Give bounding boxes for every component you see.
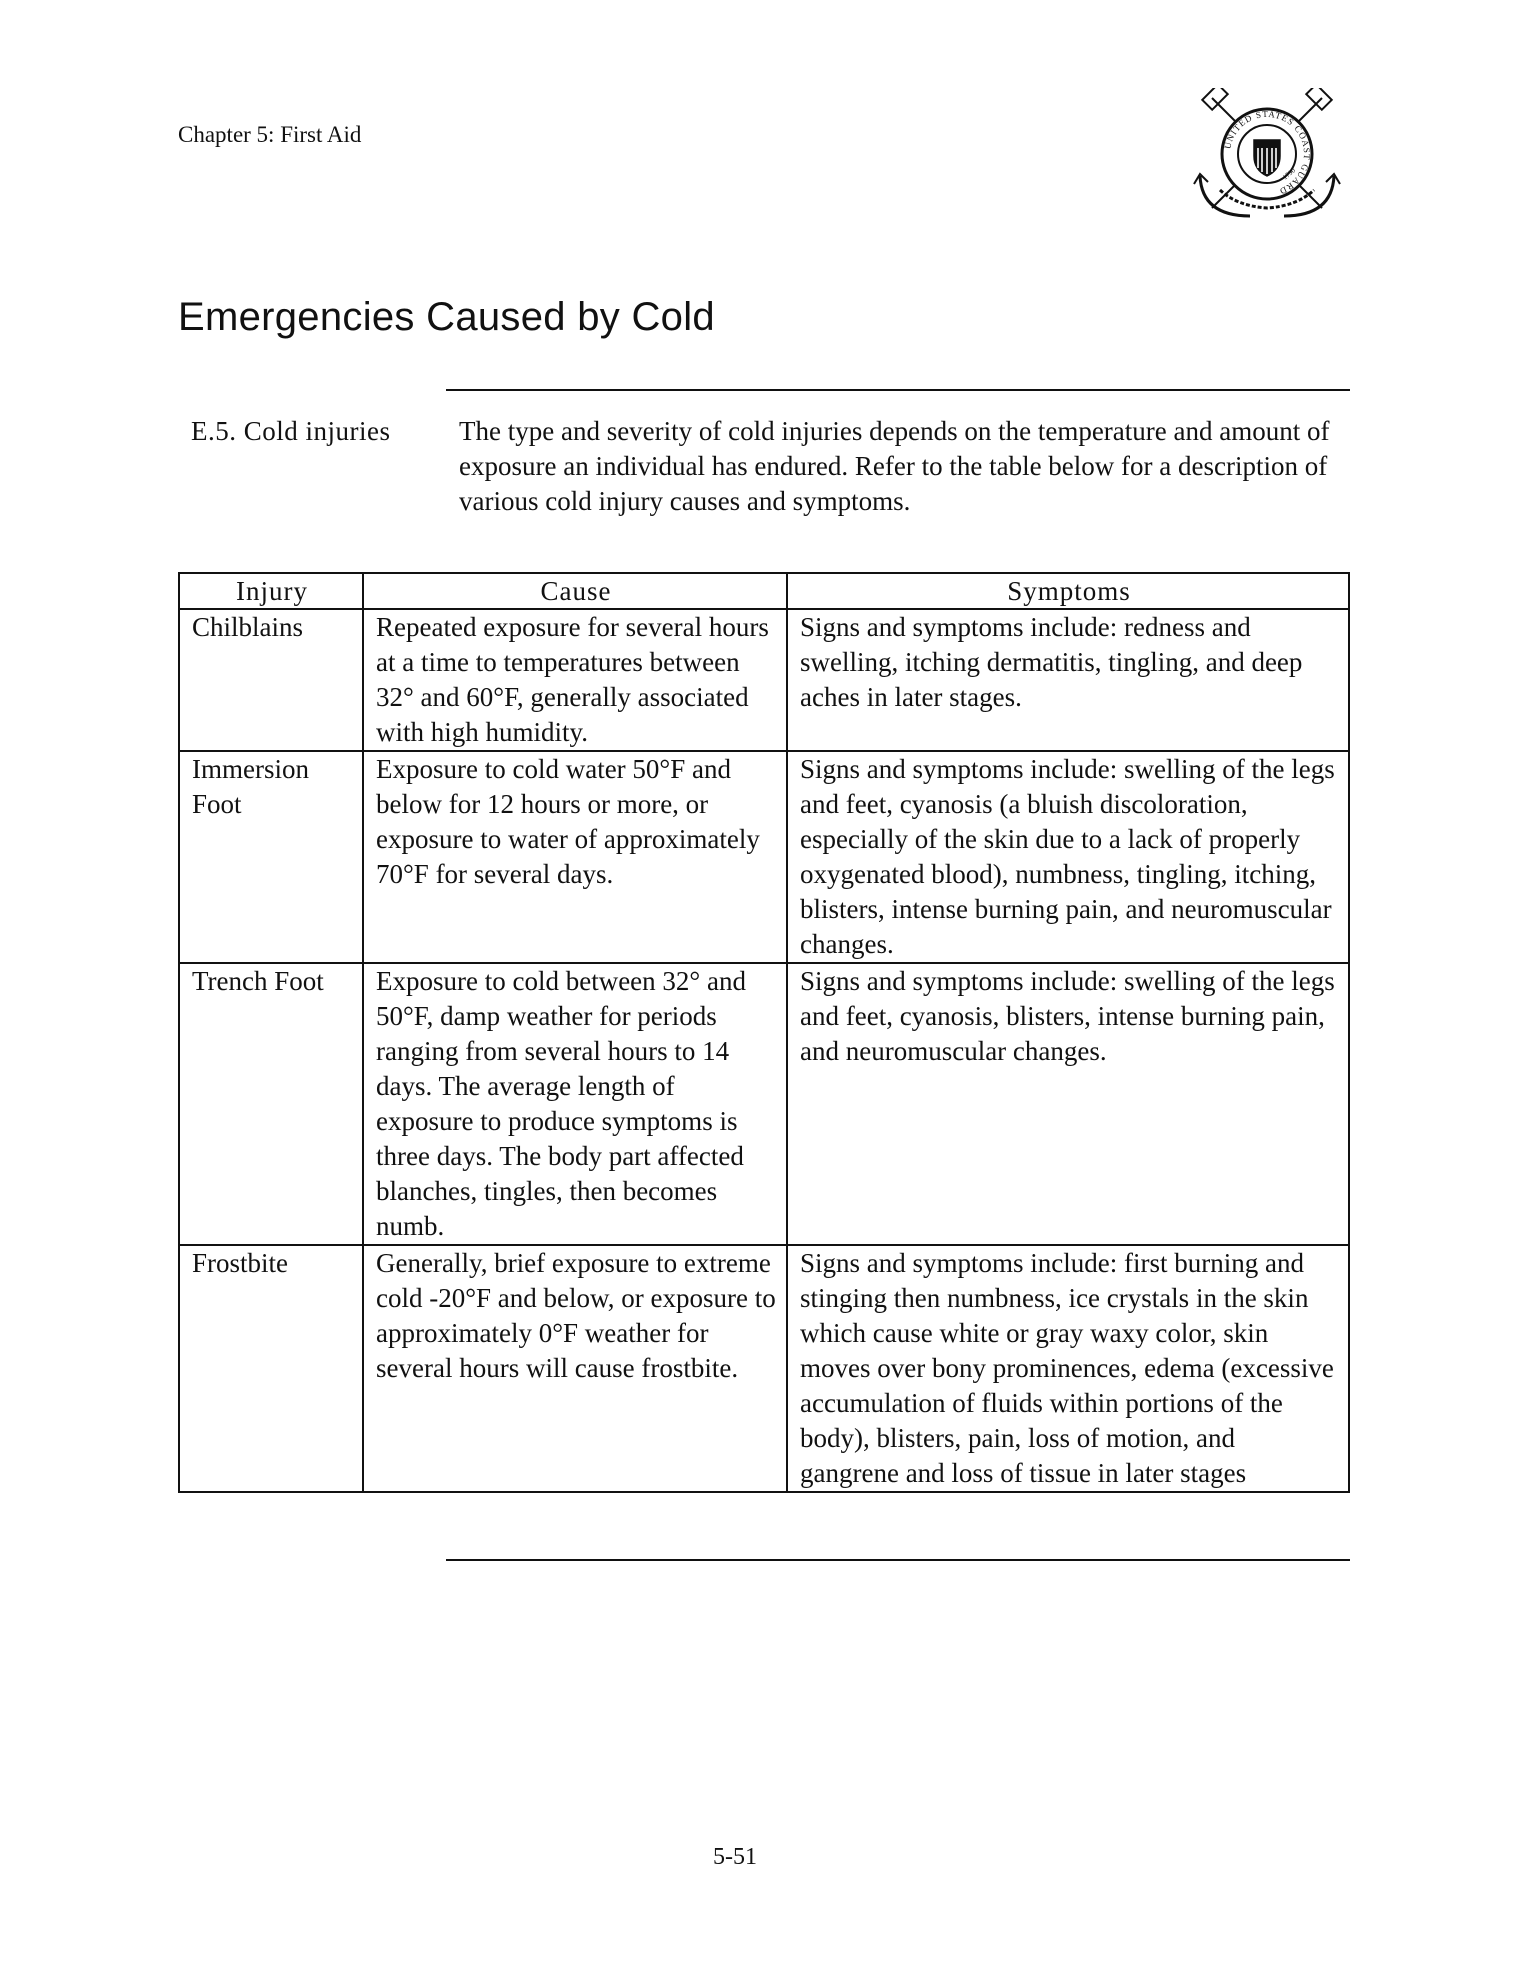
seal-ring-text: UNITED STATES COAST GUARD xyxy=(1222,108,1313,197)
cold-injury-table xyxy=(178,572,1350,1493)
chapter-label: Chapter 5: First Aid xyxy=(178,122,362,147)
section-label: E.5. Cold injuries xyxy=(191,416,391,446)
row-symptoms: Signs and symptoms include: swelling of the legs and feet, cyanosis, blisters, intense burning pain, and neuromuscular changes. xyxy=(787,963,1349,1245)
page-number: 5-51 xyxy=(713,1844,757,1870)
row-cause: Generally, brief exposure to extreme cold -20°F and below, or exposure to approximately 0°F weather for several hours will cause frostbite. xyxy=(363,1245,787,1492)
table-header-row xyxy=(179,573,1349,609)
table-row xyxy=(179,963,1349,1245)
row-cause: Exposure to cold water 50°F and below for 12 hours or more, or exposure to water of approximately 70°F for several days. xyxy=(363,751,787,963)
table-row xyxy=(179,609,1349,751)
row-injury: Frostbite xyxy=(179,1245,363,1492)
section-intro-text: The type and severity of cold injuries depends on the temperature and amount of exposure an individual has endured. Refer to the table below for a description of various cold injury causes and symptoms. xyxy=(459,416,1330,516)
row-symptoms: Signs and symptoms include: swelling of the legs and feet, cyanosis (a bluish discoloration, especially of the skin due to a lack of properly oxygenated blood), numbness, tingling, itching, blisters, intense burning pain, and neuromuscular changes. xyxy=(787,751,1349,963)
row-injury: Trench Foot xyxy=(179,963,363,1245)
row-symptoms: Signs and symptoms include: redness and swelling, itching dermatitis, tingling, and deep aches in later stages. xyxy=(787,609,1349,751)
header-injury: Injury xyxy=(179,573,363,609)
header-cause: Cause xyxy=(363,573,787,609)
section-top-rule xyxy=(446,389,1350,391)
page-title: Emergencies Caused by Cold xyxy=(178,295,715,339)
section-bottom-rule xyxy=(446,1559,1350,1561)
coast-guard-seal-icon xyxy=(1192,88,1342,228)
table-row xyxy=(179,1245,1349,1492)
table-row xyxy=(179,751,1349,963)
header-symptoms: Symptoms xyxy=(787,573,1349,609)
row-cause: Repeated exposure for several hours at a time to temperatures between 32° and 60°F, generally associated with high humidity. xyxy=(363,609,787,751)
row-cause: Exposure to cold between 32° and 50°F, damp weather for periods ranging from several hours to 14 days. The average length of exposure to produce symptoms is three days. The body part affected blanches, tingles, then becomes numb. xyxy=(363,963,787,1245)
row-injury: Chilblains xyxy=(179,609,363,751)
row-injury: Immersion Foot xyxy=(179,751,363,963)
row-symptoms: Signs and symptoms include: first burning and stinging then numbness, ice crystals in the skin which cause white or gray waxy color, skin moves over bony prominences, edema (excessive accumulation of fluids within portions of the body), blisters, pain, loss of motion, and gangrene and loss of tissue in later stages xyxy=(787,1245,1349,1492)
seal-year: 1790 xyxy=(1281,166,1298,182)
